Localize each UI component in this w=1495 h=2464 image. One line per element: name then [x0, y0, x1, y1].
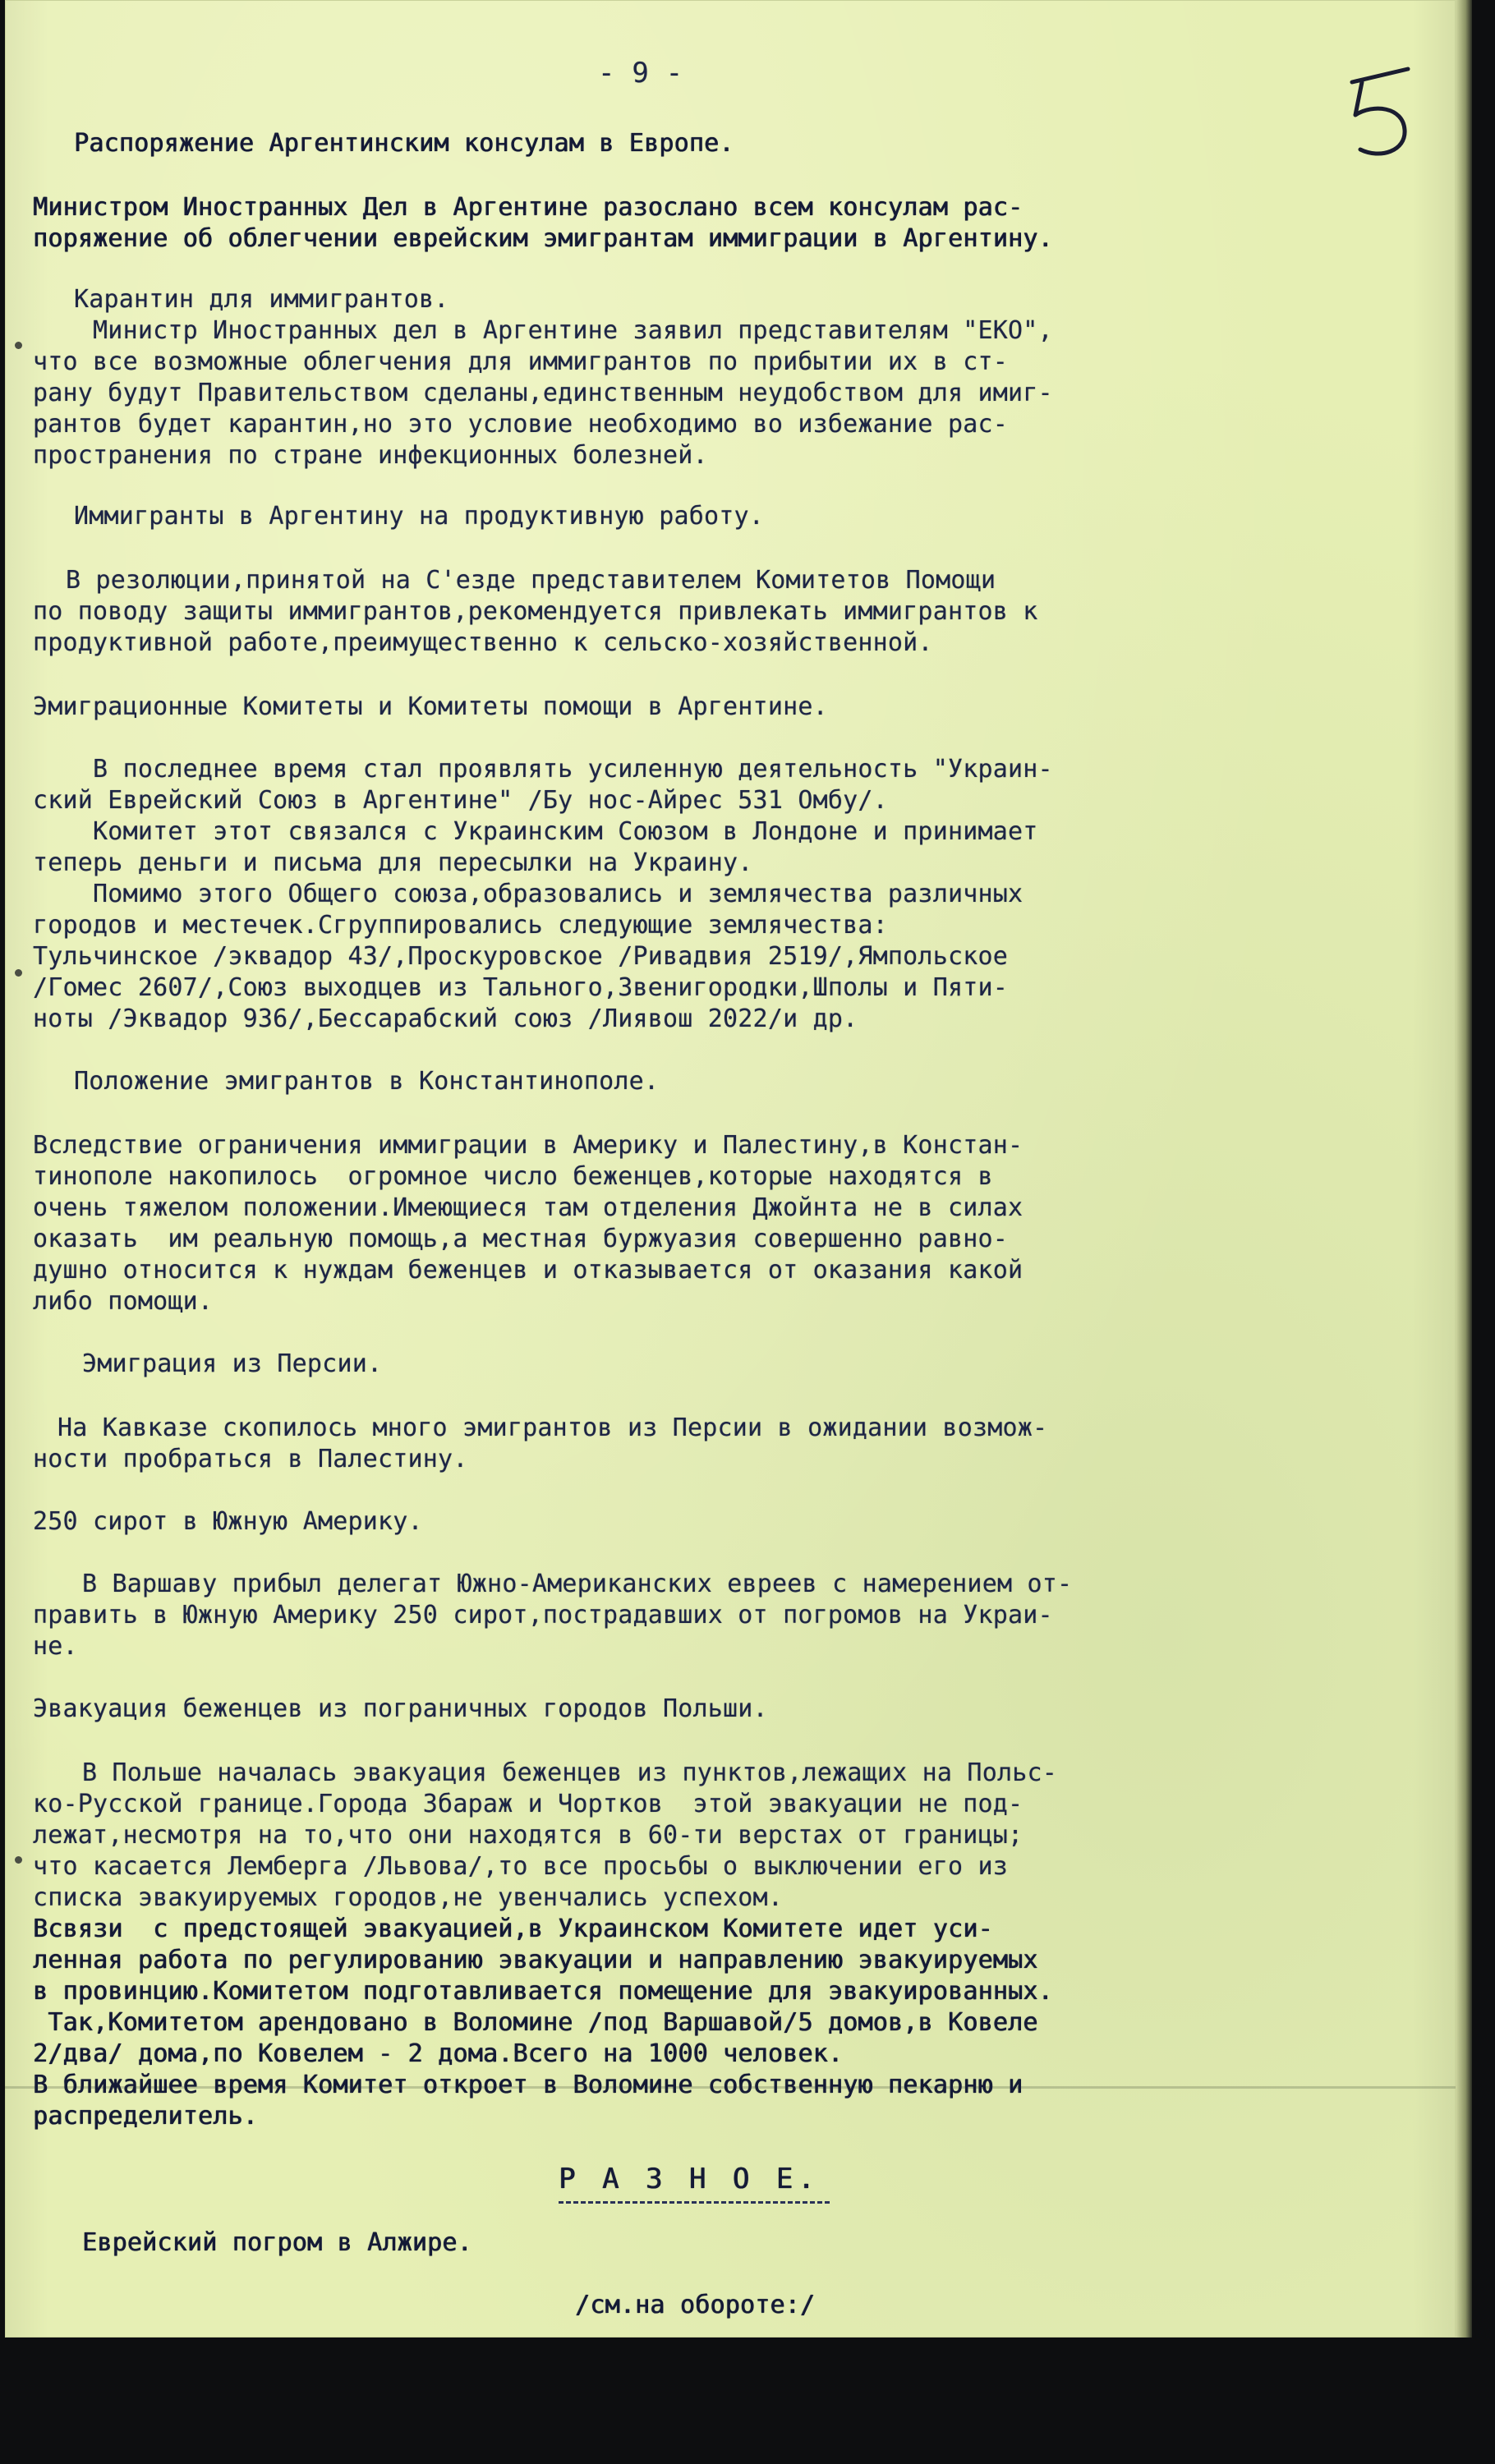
text-line: продуктивной работе,преимущественно к сельско-хозяйственной.: [33, 628, 933, 657]
section-heading: Положение эмигрантов в Константинополе.: [74, 1067, 660, 1096]
text-line: рантов будет карантин,но это условие необходимо во избежание рас-: [33, 410, 1008, 439]
text-line: ноты /Эквадор 936/,Бессарабский союз /Лиявош 2022/и др.: [33, 1004, 858, 1033]
text-line: пространения по стране инфекционных болезней.: [33, 441, 708, 470]
footer-note: /см.на обороте:/: [575, 2291, 816, 2319]
text-line: Всвязи с предстоящей эвакуацией,в Украинском Комитете идет уси-: [33, 1915, 993, 1943]
text-line: В последнее время стал проявлять усиленную деятельность "Украин-: [33, 755, 1053, 784]
section-heading: Эмиграция из Персии.: [82, 1349, 383, 1378]
page-edge: [1456, 0, 1472, 2338]
section-heading: Эмиграционные Комитеты и Комитеты помощи в Аргентине.: [33, 692, 828, 721]
text-line: править в Южную Америку 250 сирот,пострадавших от погромов на Украи-: [33, 1601, 1053, 1630]
text-line: Тульчинское /эквадор 43/,Проскуровское /Ривадвия 2519/,Ямпольское: [33, 942, 1008, 971]
text-line: душно относится к нуждам беженцев и отказывается от оказания какой: [33, 1256, 1024, 1285]
section-heading: Распоряжение Аргентинским консулам в Европе.: [74, 129, 734, 158]
text-line: не.: [33, 1632, 78, 1661]
text-line: В Варшаву прибыл делегат Южно-Американских евреев с намерением от-: [82, 1570, 1073, 1598]
text-line: Комитет этот связался с Украинским Союзом в Лондоне и принимает: [33, 817, 1038, 846]
section-heading: 250 сирот в Южную Америку.: [33, 1507, 423, 1536]
text-line: лежат,несмотря на то,что они находятся в 60-ти верстах от границы;: [33, 1821, 1024, 1850]
misc-title: Р А З Н О Е.: [559, 2163, 820, 2195]
section-heading: Эвакуация беженцев из пограничных городов Польши.: [33, 1694, 768, 1723]
section-heading: Карантин для иммигрантов.: [74, 285, 449, 314]
misc-item: Еврейский погром в Алжире.: [82, 2228, 472, 2257]
text-line: что касается Лемберга /Львова/,то все просьбы о выключении его из: [33, 1852, 1008, 1881]
text-line: ленная работа по регулированию эвакуации и направлению эвакуируемых: [33, 1946, 1038, 1974]
text-line: Так,Комитетом арендовано в Воломине /под Варшавой/5 домов,в Ковеле: [33, 2008, 1038, 2037]
text-line: На Кавказе скопилось много эмигрантов из Персии в ожидании возмож-: [58, 1414, 1048, 1442]
text-line: по поводу защиты иммигрантов,рекомендуется привлекать иммигрантов к: [33, 597, 1038, 626]
section-heading: Иммигранты в Аргентину на продуктивную работу.: [74, 502, 765, 531]
text-line: в провинцию.Комитетом подготавливается помещение для эвакуированных.: [33, 1977, 1053, 2006]
text-line: оказать им реальную помощь,а местная буржуазия совершенно равно-: [33, 1225, 1008, 1253]
text-line: поряжение об облегчении еврейским эмигрантам иммиграции в Аргентину.: [33, 224, 1053, 253]
text-line: тинополе накопилось огромное число беженцев,которые находятся в: [33, 1162, 993, 1191]
text-line: Вследствие ограничения иммиграции в Америку и Палестину,в Констан-: [33, 1131, 1024, 1160]
text-line: ко-Русской границе.Города Збараж и Чортков этой эвакуации не под-: [33, 1790, 1024, 1818]
text-line: ности пробраться в Палестину.: [33, 1445, 468, 1473]
text-line: ский Еврейский Союз в Аргентине" /Бу нос-Айрес 531 Омбу/.: [33, 786, 888, 815]
text-line: рану будут Правительством сделаны,единственным неудобством для имиг-: [33, 379, 1053, 407]
text-line: распределитель.: [33, 2102, 258, 2131]
text-line: либо помощи.: [33, 1287, 214, 1316]
text-line: списка эвакуируемых городов,не увенчались успехом.: [33, 1883, 784, 1912]
text-line: В ближайшее время Комитет откроет в Воломине собственную пекарню и: [33, 2071, 1024, 2099]
page-number: - 9 -: [598, 57, 683, 90]
text-line: теперь деньги и письма для пересылки на Украину.: [33, 848, 753, 877]
text-line: 2/два/ дома,по Ковелем - 2 дома.Всего на 1000 человек.: [33, 2039, 844, 2068]
text-line: В резолюции,принятой на С'езде представителем Комитетов Помощи: [66, 566, 996, 595]
text-line: В Польше началась эвакуация беженцев из пунктов,лежащих на Польс-: [82, 1758, 1057, 1787]
text-line: очень тяжелом положении.Имеющиеся там отделения Джойнта не в силах: [33, 1193, 1024, 1222]
title-underline: [559, 2201, 830, 2204]
text-line: городов и местечек.Сгруппировались следующие землячества:: [33, 911, 888, 940]
text-line: /Гомес 2607/,Союз выходцев из Тального,Звенигородки,Шполы и Пяти-: [33, 973, 1008, 1002]
text-line: Помимо этого Общего союза,образовались и землячества различных: [33, 880, 1024, 908]
text-line: что все возможные облегчения для иммигрантов по прибытии их в ст-: [33, 347, 1008, 376]
text-line: Министр Иностранных дел в Аргентине заявил представителям "ЕКО",: [33, 316, 1053, 345]
text-line: Министром Иностранных Дел в Аргентине разослано всем консулам рас-: [33, 193, 1024, 222]
